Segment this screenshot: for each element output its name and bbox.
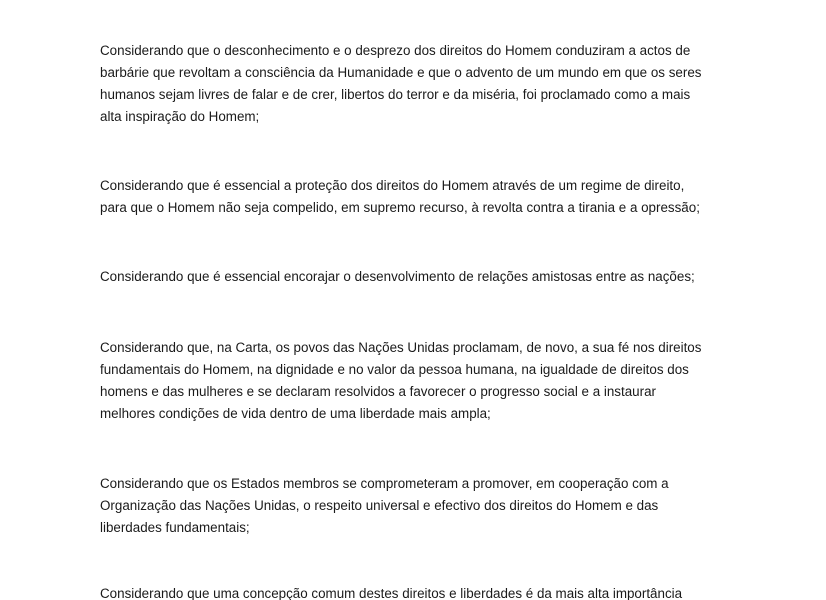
paragraph-line: para que o Homem não seja compelido, em supremo recurso, à revolta contra a tirania e a opressão; [100, 200, 700, 215]
paragraph-line: Considerando que é essencial a proteção dos direitos do Homem através de um regime de direito, [100, 178, 685, 193]
paragraph-line: liberdades fundamentais; [100, 520, 250, 535]
paragraph-4 [100, 337, 740, 425]
paragraph-line: Organização das Nações Unidas, o respeito universal e efectivo dos direitos do Homem e das [100, 498, 659, 513]
paragraph-line: Considerando que, na Carta, os povos das Nações Unidas proclamam, de novo, a sua fé nos direitos [100, 340, 702, 355]
paragraph-line: Considerando que o desconhecimento e o desprezo dos direitos do Homem conduziram a actos de [100, 43, 691, 58]
paragraph-line: melhores condições de vida dentro de uma liberdade mais ampla; [100, 406, 491, 421]
paragraph-line: humanos sejam livres de falar e de crer, libertos do terror e da miséria, foi proclamado como a mais [100, 87, 691, 102]
paragraph-1 [100, 40, 740, 128]
paragraph-line: alta inspiração do Homem; [100, 109, 260, 124]
paragraph-5 [100, 473, 740, 539]
paragraph-3 [100, 266, 740, 288]
paragraph-line: barbárie que revoltam a consciência da Humanidade e que o advento de um mundo em que os seres [100, 65, 702, 80]
paragraph-6 [100, 583, 740, 600]
paragraph-line: Considerando que uma concepção comum destes direitos e liberdades é da mais alta importância [100, 586, 683, 600]
paragraph-line: homens e das mulheres e se declaram resolvidos a favorecer o progresso social e a instaurar [100, 384, 656, 399]
paragraph-line: Considerando que é essencial encorajar o desenvolvimento de relações amistosas entre as nações; [100, 269, 695, 284]
paragraph-line: Considerando que os Estados membros se comprometeram a promover, em cooperação com a [100, 476, 669, 491]
paragraph-line: fundamentais do Homem, na dignidade e no valor da pessoa humana, na igualdade de direitos dos [100, 362, 689, 377]
paragraph-2 [100, 175, 740, 219]
